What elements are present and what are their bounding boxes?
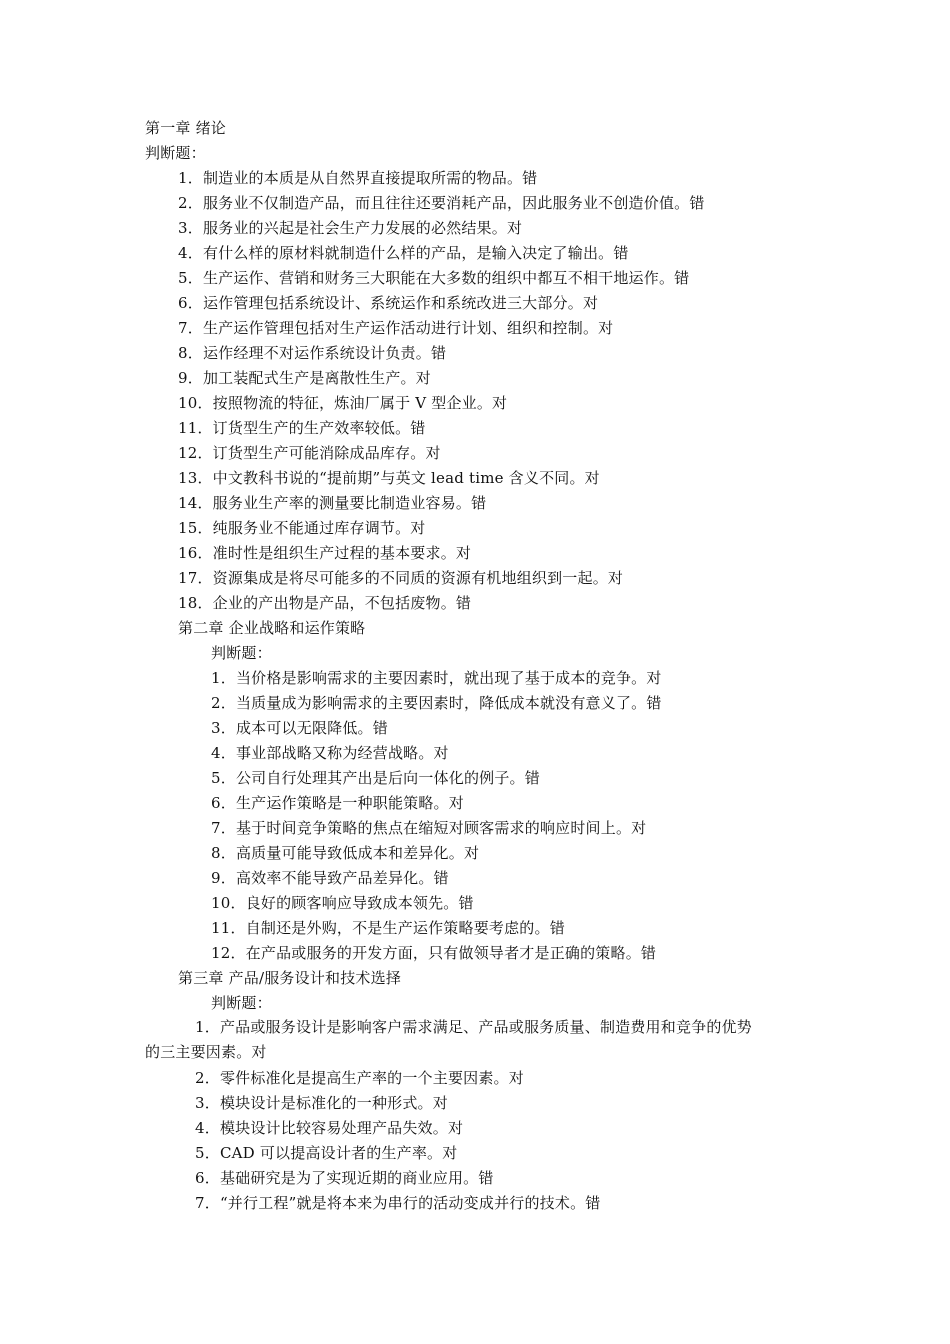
ch2-item: 2．当质量成为影响需求的主要因素时，降低成本就没有意义了。错 — [211, 694, 662, 712]
ch1-item: 13．中文教科书说的“提前期”与英文 lead time 含义不同。对 — [178, 469, 600, 487]
ch2-item: 7．基于时间竞争策略的焦点在缩短对顾客需求的响应时间上。对 — [211, 819, 647, 837]
ch3-item: 3．模块设计是标准化的一种形式。对 — [195, 1094, 448, 1112]
ch3-item: 5．CAD 可以提高设计者的生产率。对 — [195, 1144, 458, 1162]
chapter-3-subtitle: 判断题： — [211, 994, 272, 1012]
ch3-item-line: 1．产品或服务设计是影响客户需求满足、产品或服务质量、制造费用和竞争的优势 — [195, 1018, 752, 1036]
ch1-item: 8．运作经理不对运作系统设计负责。错 — [178, 344, 447, 362]
ch2-item: 3．成本可以无限降低。错 — [211, 719, 388, 737]
ch1-item: 2．服务业不仅制造产品，而且往往还要消耗产品，因此服务业不创造价值。错 — [178, 194, 705, 212]
ch2-item: 4．事业部战略又称为经营战略。对 — [211, 744, 449, 762]
ch1-item: 14．服务业生产率的测量要比制造业容易。错 — [178, 494, 487, 512]
ch2-item: 11．自制还是外购，不是生产运作策略要考虑的。错 — [211, 919, 565, 937]
chapter-1-title: 第一章 绪论 — [145, 119, 226, 137]
ch2-item: 6．生产运作策略是一种职能策略。对 — [211, 794, 464, 812]
ch3-item: 6．基础研究是为了实现近期的商业应用。错 — [195, 1169, 494, 1187]
ch1-item: 15．纯服务业不能通过库存调节。对 — [178, 519, 426, 537]
ch2-item: 5．公司自行处理其产出是后向一体化的例子。错 — [211, 769, 540, 787]
ch3-item: 2．零件标准化是提高生产率的一个主要因素。对 — [195, 1069, 524, 1087]
ch2-item: 9．高效率不能导致产品差异化。错 — [211, 869, 449, 887]
ch2-item: 8．高质量可能导致低成本和差异化。对 — [211, 844, 480, 862]
ch1-item: 3．服务业的兴起是社会生产力发展的必然结果。对 — [178, 219, 523, 237]
ch1-item: 9．加工装配式生产是离散性生产。对 — [178, 369, 431, 387]
ch1-item: 17．资源集成是将尽可能多的不同质的资源有机地组织到一起。对 — [178, 569, 624, 587]
ch1-item: 1．制造业的本质是从自然界直接提取所需的物品。错 — [178, 169, 538, 187]
chapter-1-subtitle: 判断题： — [145, 144, 206, 162]
ch2-item: 12．在产品或服务的开发方面，只有做领导者才是正确的策略。错 — [211, 944, 657, 962]
ch3-item: 7．“并行工程”就是将本来为串行的活动变成并行的技术。错 — [195, 1194, 601, 1212]
ch1-item: 7．生产运作管理包括对生产运作活动进行计划、组织和控制。对 — [178, 319, 614, 337]
ch1-item: 6．运作管理包括系统设计、系统运作和系统改进三大部分。对 — [178, 294, 599, 312]
ch1-item: 18．企业的产出物是产品，不包括废物。错 — [178, 594, 472, 612]
ch1-item: 12．订货型生产可能消除成品库存。对 — [178, 444, 441, 462]
chapter-2-title: 第二章 企业战略和运作策略 — [178, 619, 366, 637]
ch3-item: 4．模块设计比较容易处理产品失效。对 — [195, 1119, 464, 1137]
ch1-item: 4．有什么样的原材料就制造什么样的产品，是输入决定了输出。错 — [178, 244, 629, 262]
ch3-item-wrapped — [145, 1015, 825, 1065]
ch2-item: 1．当价格是影响需求的主要因素时，就出现了基于成本的竞争。对 — [211, 669, 662, 687]
chapter-2-subtitle: 判断题： — [211, 644, 272, 662]
ch2-item: 10．良好的顾客响应导致成本领先。错 — [211, 894, 474, 912]
ch1-item: 5．生产运作、营销和财务三大职能在大多数的组织中都互不相干地运作。错 — [178, 269, 690, 287]
ch1-item: 16．准时性是组织生产过程的基本要求。对 — [178, 544, 472, 562]
ch1-item: 11．订货型生产的生产效率较低。错 — [178, 419, 426, 437]
ch1-item: 10．按照物流的特征，炼油厂属于 V 型企业。对 — [178, 394, 508, 412]
ch3-item-line: 的三主要因素。对 — [145, 1043, 267, 1061]
chapter-3-title: 第三章 产品/服务设计和技术选择 — [178, 969, 402, 987]
